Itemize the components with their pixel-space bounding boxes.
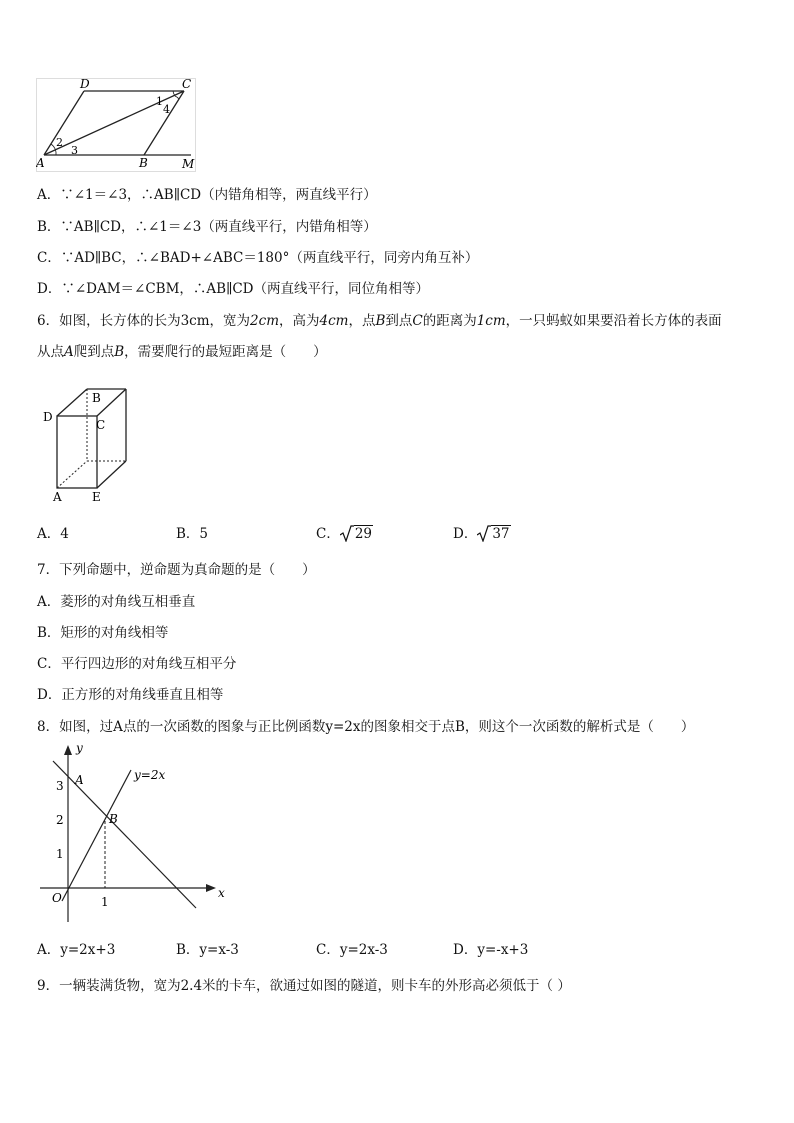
line-label: y=2x bbox=[134, 768, 166, 782]
label-a: A bbox=[53, 490, 62, 503]
label-e: E bbox=[92, 490, 101, 503]
q8-stem: 8．如图，过A点的一次函数的图象与正比例函数y=2x的图象相交于点B，则这个一次函数的解析式是（ ） bbox=[37, 719, 695, 735]
q5-option-d[interactable]: D．∵∠DAM＝∠CBM，∴AB∥CD（两直线平行，同位角相等） bbox=[37, 281, 429, 297]
sqrt-icon bbox=[340, 524, 354, 542]
q6-stem-line2: 从点A爬到点B，需要爬行的最短距离是（ ） bbox=[37, 344, 327, 360]
origin-label: O bbox=[52, 891, 62, 905]
q8-option-b[interactable]: B．y=x-3 bbox=[176, 942, 239, 958]
label-a: A bbox=[36, 156, 45, 170]
label-d: D bbox=[43, 410, 53, 424]
q6-stem-line1: 6．如图，长方体的长为3cm，宽为2cm，高为4cm，点B到点C的距离为1cm，一只蚂蚁如果要沿着长方体的表面 bbox=[37, 313, 722, 329]
point-b-label: B bbox=[109, 812, 118, 826]
q5-option-c[interactable]: C．∵AD∥BC，∴∠BAD+∠ABC＝180°（两直线平行，同旁内角互补） bbox=[37, 250, 479, 266]
function-graph bbox=[36, 740, 236, 925]
q8-option-a[interactable]: A．y=2x+3 bbox=[37, 942, 116, 958]
label-d: D bbox=[80, 78, 90, 91]
diagonal-ac bbox=[44, 91, 184, 155]
q8-option-c[interactable]: C．y=2x-3 bbox=[316, 942, 388, 958]
angle-2: 2 bbox=[56, 136, 63, 149]
x-axis-label: x bbox=[218, 886, 225, 900]
label-c: C bbox=[182, 78, 192, 91]
q6-option-d[interactable]: D． 37 bbox=[453, 526, 510, 542]
q6-option-b[interactable]: B．5 bbox=[176, 526, 209, 542]
q7-option-d[interactable]: D．正方形的对角线垂直且相等 bbox=[37, 687, 224, 703]
q7-option-c[interactable]: C．平行四边形的对角线互相平分 bbox=[37, 656, 237, 672]
q7-stem: 7．下列命题中，逆命题为真命题的是（ ） bbox=[37, 562, 316, 578]
angle-3: 3 bbox=[71, 144, 78, 157]
q5-option-b[interactable]: B．∵AB∥CD，∴∠1＝∠3（两直线平行，内错角相等） bbox=[37, 219, 377, 235]
y-tick-2: 2 bbox=[56, 813, 64, 827]
angle-1: 1 bbox=[156, 95, 163, 108]
label-c: C bbox=[96, 418, 106, 432]
label-m: M bbox=[182, 157, 195, 171]
q9-stem: 9．一辆装满货物，宽为2.4米的卡车，欲通过如图的隧道，则卡车的外形高必须低于（ ） bbox=[37, 978, 571, 994]
x-tick-1: 1 bbox=[101, 895, 109, 909]
angle-4: 4 bbox=[163, 103, 170, 116]
q5-option-a[interactable]: A．∵∠1＝∠3，∴AB∥CD（内错角相等，两直线平行） bbox=[37, 187, 377, 203]
q8-option-d[interactable]: D．y=-x+3 bbox=[453, 942, 529, 958]
label-b: B bbox=[92, 391, 101, 405]
parallelogram-figure bbox=[36, 78, 201, 172]
cuboid-figure bbox=[40, 385, 140, 503]
y-axis-label: y bbox=[76, 741, 83, 755]
q6-option-c[interactable]: C． 29 bbox=[316, 526, 373, 542]
q7-option-a[interactable]: A．菱形的对角线互相垂直 bbox=[37, 594, 196, 610]
label-b: B bbox=[139, 156, 148, 170]
y-tick-1: 1 bbox=[56, 847, 64, 861]
point-a-label: A bbox=[75, 773, 84, 787]
q6-option-a[interactable]: A．4 bbox=[37, 526, 69, 542]
y-tick-3: 3 bbox=[56, 779, 64, 793]
q7-option-b[interactable]: B．矩形的对角线相等 bbox=[37, 625, 169, 641]
sqrt-icon bbox=[477, 524, 491, 542]
line-y-eq-2x bbox=[62, 770, 131, 901]
front-face bbox=[57, 416, 97, 488]
